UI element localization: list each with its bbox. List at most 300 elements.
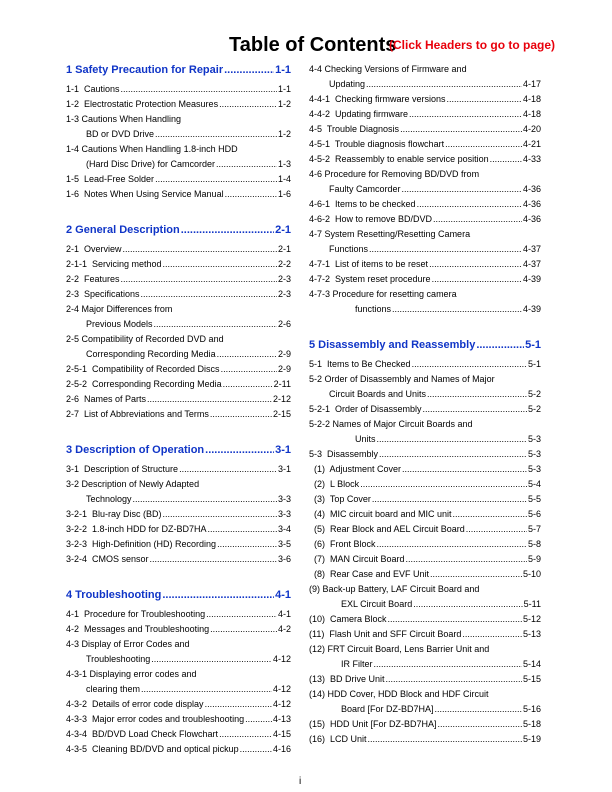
toc-entry-label: 3-1 Description of Structure bbox=[66, 464, 179, 474]
section-header-link[interactable] bbox=[309, 337, 541, 353]
dot-leader bbox=[438, 717, 522, 732]
toc-entry bbox=[309, 152, 541, 167]
toc-entry-label: 1-4 Cautions When Handling 1.8-inch HDD bbox=[66, 144, 238, 154]
toc-entry bbox=[309, 182, 541, 197]
toc-entry bbox=[309, 387, 541, 402]
toc-entry-page: 2-6 bbox=[277, 319, 291, 329]
dot-leader bbox=[433, 212, 522, 227]
dot-leader bbox=[151, 652, 272, 667]
toc-entry-label: 4-7-1 List of items to be reset bbox=[309, 259, 429, 269]
toc-entry-page: 2-15 bbox=[272, 409, 291, 419]
toc-entry-page: 2-1 bbox=[277, 244, 291, 254]
toc-entry-line bbox=[309, 642, 541, 657]
dot-leader bbox=[208, 522, 277, 537]
section-spacer bbox=[66, 202, 291, 216]
page-number: i bbox=[299, 776, 302, 787]
toc-entry-label: (5) Rear Block and AEL Circuit Board bbox=[309, 524, 465, 534]
toc-entry-page: 4-18 bbox=[522, 109, 541, 119]
toc-entry-page: 5-15 bbox=[522, 674, 541, 684]
section-header-page: 2-1 bbox=[275, 224, 291, 236]
dot-leader bbox=[388, 612, 522, 627]
toc-entry-label: 2-1 Overview bbox=[66, 244, 122, 254]
dot-leader bbox=[447, 92, 522, 107]
dot-leader bbox=[366, 77, 522, 92]
dot-leader bbox=[223, 377, 273, 392]
toc-entry-label: 2-5 Compatibility of Recorded DVD and bbox=[66, 334, 224, 344]
dot-leader bbox=[430, 567, 522, 582]
toc-entry-label: 1-5 Lead-Free Solder bbox=[66, 174, 155, 184]
toc-entry bbox=[309, 717, 541, 732]
dot-leader bbox=[179, 462, 277, 477]
toc-entry bbox=[309, 92, 541, 107]
toc-entry-label: 4-5-1 Trouble diagnosis flowchart bbox=[309, 139, 445, 149]
dot-leader bbox=[466, 522, 527, 537]
toc-section bbox=[309, 337, 541, 747]
toc-entry-label: 5-2 Order of Disassembly and Names of Major bbox=[309, 374, 495, 384]
toc-entry bbox=[309, 492, 541, 507]
toc-entry bbox=[66, 317, 291, 332]
toc-entry-page: 5-13 bbox=[522, 629, 541, 639]
dot-leader bbox=[400, 122, 522, 137]
toc-entry-page: 4-16 bbox=[272, 744, 291, 754]
dot-leader bbox=[377, 537, 527, 552]
toc-entry bbox=[66, 347, 291, 362]
dot-leader bbox=[141, 682, 272, 697]
toc-entry-label-cont: Faulty Camcorder bbox=[329, 184, 401, 194]
toc-entry-page: 5-19 bbox=[522, 734, 541, 744]
toc-entry-line bbox=[309, 417, 541, 432]
toc-entry-label: 2-7 List of Abbreviations and Terms bbox=[66, 409, 209, 419]
toc-entry-label: 4-7-3 Procedure for resetting camera bbox=[309, 289, 457, 299]
dot-leader bbox=[219, 727, 272, 742]
dot-leader bbox=[462, 627, 522, 642]
toc-entry bbox=[66, 492, 291, 507]
toc-entry-label: 3-2-1 Blu-ray Disc (BD) bbox=[66, 509, 162, 519]
toc-entry-label-cont: functions bbox=[355, 304, 392, 314]
toc-entry-page: 3-4 bbox=[277, 524, 291, 534]
toc-entry bbox=[309, 522, 541, 537]
toc-entry bbox=[309, 447, 541, 462]
toc-entry-label: 4-6-2 How to remove BD/DVD bbox=[309, 214, 433, 224]
toc-entry bbox=[309, 732, 541, 747]
dot-leader bbox=[427, 387, 527, 402]
toc-entry-label: (8) Rear Case and EVF Unit bbox=[309, 569, 430, 579]
dot-leader bbox=[409, 107, 522, 122]
toc-entry bbox=[309, 137, 541, 152]
toc-entry-label-cont: Corresponding Recording Media bbox=[86, 349, 216, 359]
toc-entry-label: 5-1 Items to Be Checked bbox=[309, 359, 411, 369]
toc-entry bbox=[66, 377, 291, 392]
toc-entry-page: 5-3 bbox=[527, 464, 541, 474]
toc-entry-line bbox=[66, 302, 291, 317]
toc-entry bbox=[309, 552, 541, 567]
toc-entry-label: 3-2-3 High-Definition (HD) Recording bbox=[66, 539, 217, 549]
dot-leader bbox=[221, 362, 277, 377]
toc-entry bbox=[66, 407, 291, 422]
section-header-page: 5-1 bbox=[525, 339, 541, 351]
toc-entry bbox=[309, 272, 541, 287]
toc-entry bbox=[309, 257, 541, 272]
toc-entry-label: 4-4-2 Updating firmware bbox=[309, 109, 409, 119]
dot-leader bbox=[163, 257, 277, 272]
toc-entry-page: 5-14 bbox=[522, 659, 541, 669]
toc-entry-page: 1-1 bbox=[277, 84, 291, 94]
toc-entry-label: 4-3-4 BD/DVD Load Check Flowchart bbox=[66, 729, 219, 739]
toc-entry-label: 4-5 Trouble Diagnosis bbox=[309, 124, 400, 134]
toc-entry-line bbox=[309, 287, 541, 302]
dot-leader bbox=[423, 402, 527, 417]
dot-leader bbox=[219, 97, 277, 112]
dot-leader bbox=[181, 222, 274, 238]
dot-leader bbox=[417, 197, 522, 212]
toc-entry-label-cont: (Hard Disc Drive) for Camcorder bbox=[86, 159, 216, 169]
toc-entry bbox=[66, 82, 291, 97]
dot-leader bbox=[133, 492, 277, 507]
dot-leader bbox=[205, 442, 274, 458]
toc-entry bbox=[309, 597, 541, 612]
toc-entry-page: 1-2 bbox=[277, 129, 291, 139]
toc-entry-label: 2-5-1 Compatibility of Recorded Discs bbox=[66, 364, 220, 374]
toc-entry bbox=[309, 242, 541, 257]
toc-entry bbox=[309, 432, 541, 447]
toc-entry-line bbox=[309, 687, 541, 702]
toc-entry-page: 2-3 bbox=[277, 274, 291, 284]
section-header-page: 4-1 bbox=[275, 589, 291, 601]
toc-entry-label: 2-3 Specifications bbox=[66, 289, 140, 299]
toc-entry bbox=[66, 622, 291, 637]
toc-entry-label: 3-2-2 1.8-inch HDD for DZ-BD7HA bbox=[66, 524, 207, 534]
toc-entry-label: 2-1-1 Servicing method bbox=[66, 259, 162, 269]
toc-entry-page: 4-36 bbox=[522, 199, 541, 209]
toc-section bbox=[309, 62, 541, 331]
toc-entry-label: 3-2 Description of Newly Adapted bbox=[66, 479, 200, 489]
toc-entry bbox=[66, 522, 291, 537]
toc-entry-label: (9) Back-up Battery, LAF Circuit Board and bbox=[309, 584, 480, 594]
toc-entry-label: (12) FRT Circuit Board, Lens Barrier Unit and bbox=[309, 644, 490, 654]
toc-entry-page: 4-15 bbox=[272, 729, 291, 739]
section-header-page: 1-1 bbox=[275, 64, 291, 76]
section-header-link[interactable] bbox=[66, 222, 291, 238]
toc-entry-label-cont: Troubleshooting bbox=[86, 654, 151, 664]
dot-leader bbox=[490, 152, 522, 167]
toc-entry bbox=[309, 107, 541, 122]
toc-entry-label-cont: Updating bbox=[329, 79, 366, 89]
toc-entry-label: (4) MIC circuit board and MIC unit bbox=[309, 509, 452, 519]
toc-entry-page: 3-3 bbox=[277, 509, 291, 519]
toc-entry bbox=[309, 702, 541, 717]
toc-entry-label: 2-4 Major Differences from bbox=[66, 304, 173, 314]
toc-entry-label: 2-5-2 Corresponding Recording Media bbox=[66, 379, 222, 389]
toc-left-column bbox=[66, 62, 291, 757]
dot-leader bbox=[210, 622, 277, 637]
section-header-title: 2 General Description bbox=[66, 224, 180, 236]
section-header-title: 4 Troubleshooting bbox=[66, 589, 162, 601]
dot-leader bbox=[379, 447, 527, 462]
toc-entry-label: 3-2-4 CMOS sensor bbox=[66, 554, 149, 564]
page-title: Table of Contents bbox=[229, 34, 397, 56]
toc-entry-label: (3) Top Cover bbox=[309, 494, 371, 504]
toc-entry bbox=[66, 257, 291, 272]
toc-entry-page: 5-5 bbox=[527, 494, 541, 504]
toc-entry bbox=[66, 97, 291, 112]
toc-section bbox=[66, 222, 291, 436]
toc-entry bbox=[66, 507, 291, 522]
toc-entry-label: 1-2 Electrostatic Protection Measures bbox=[66, 99, 219, 109]
toc-entry-label: 4-3 Display of Error Codes and bbox=[66, 639, 190, 649]
toc-entry-page: 2-2 bbox=[277, 259, 291, 269]
toc-entry-label-cont: BD or DVD Drive bbox=[86, 129, 155, 139]
toc-entry-page: 4-12 bbox=[272, 699, 291, 709]
section-header-link[interactable] bbox=[66, 442, 291, 458]
toc-entry-label: 4-6 Procedure for Removing BD/DVD from bbox=[309, 169, 480, 179]
toc-entry bbox=[309, 302, 541, 317]
toc-entry-label-cont: Circuit Boards and Units bbox=[329, 389, 427, 399]
dot-leader bbox=[163, 507, 277, 522]
toc-entry-page: 5-12 bbox=[522, 614, 541, 624]
dot-leader bbox=[154, 317, 277, 332]
toc-entry-label-cont: Technology bbox=[86, 494, 132, 504]
toc-entry bbox=[309, 357, 541, 372]
toc-entry bbox=[309, 672, 541, 687]
toc-entry-page: 4-20 bbox=[522, 124, 541, 134]
dot-leader bbox=[147, 392, 272, 407]
toc-entry-line bbox=[66, 332, 291, 347]
dot-leader bbox=[374, 657, 522, 672]
toc-entry-page: 5-7 bbox=[527, 524, 541, 534]
toc-entry-page: 2-3 bbox=[277, 289, 291, 299]
section-header-link[interactable] bbox=[66, 587, 291, 603]
dot-leader bbox=[162, 587, 274, 603]
toc-entry-label: 4-6-1 Items to be checked bbox=[309, 199, 416, 209]
dot-leader bbox=[155, 127, 277, 142]
toc-entry bbox=[309, 402, 541, 417]
toc-entry bbox=[309, 657, 541, 672]
section-header-title: 5 Disassembly and Reassembly bbox=[309, 339, 476, 351]
toc-entry bbox=[66, 157, 291, 172]
toc-entry-page: 4-39 bbox=[522, 304, 541, 314]
toc-entry-page: 5-3 bbox=[527, 434, 541, 444]
dot-leader bbox=[205, 697, 272, 712]
dot-leader bbox=[413, 597, 522, 612]
toc-entry-page: 4-39 bbox=[522, 274, 541, 284]
toc-entry-label: (13) BD Drive Unit bbox=[309, 674, 385, 684]
toc-section bbox=[66, 62, 291, 216]
toc-entry bbox=[309, 212, 541, 227]
toc-entry-line bbox=[309, 372, 541, 387]
toc-entry-line bbox=[66, 142, 291, 157]
section-header-link[interactable] bbox=[66, 62, 291, 78]
toc-entry-page: 5-16 bbox=[522, 704, 541, 714]
toc-entry bbox=[66, 552, 291, 567]
toc-entry bbox=[309, 477, 541, 492]
toc-entry-label: (10) Camera Block bbox=[309, 614, 387, 624]
toc-entry-label: 4-4 Checking Versions of Firmware and bbox=[309, 64, 467, 74]
toc-entry-page: 5-2 bbox=[527, 404, 541, 414]
toc-entry-page: 4-18 bbox=[522, 94, 541, 104]
toc-entry-line bbox=[66, 667, 291, 682]
toc-entry-page: 5-4 bbox=[527, 479, 541, 489]
dot-leader bbox=[368, 732, 522, 747]
dot-leader bbox=[392, 302, 522, 317]
dot-leader bbox=[216, 157, 277, 172]
toc-entry-page: 4-12 bbox=[272, 684, 291, 694]
toc-section bbox=[66, 587, 291, 757]
toc-entry-line bbox=[309, 167, 541, 182]
toc-entry-label-cont: clearing them bbox=[86, 684, 141, 694]
dot-leader bbox=[225, 187, 277, 202]
dot-leader bbox=[217, 347, 277, 362]
section-spacer bbox=[309, 317, 541, 331]
toc-entry bbox=[66, 127, 291, 142]
dot-leader bbox=[369, 242, 522, 257]
toc-entry-label: (2) L Block bbox=[309, 479, 360, 489]
toc-entry-page: 1-3 bbox=[277, 159, 291, 169]
toc-entry bbox=[309, 122, 541, 137]
toc-entry-page: 5-2 bbox=[527, 389, 541, 399]
toc-entry-label: 1-6 Notes When Using Service Manual bbox=[66, 189, 224, 199]
toc-entry-page: 4-37 bbox=[522, 244, 541, 254]
dot-leader bbox=[453, 507, 527, 522]
toc-entry bbox=[309, 537, 541, 552]
toc-entry bbox=[66, 742, 291, 757]
dot-leader bbox=[245, 712, 272, 727]
dot-leader bbox=[386, 672, 522, 687]
section-spacer bbox=[66, 422, 291, 436]
toc-entry-page: 1-6 bbox=[277, 189, 291, 199]
dot-leader bbox=[372, 492, 527, 507]
dot-leader bbox=[377, 432, 527, 447]
toc-entry-page: 4-12 bbox=[272, 654, 291, 664]
toc-entry-label: 2-6 Names of Parts bbox=[66, 394, 147, 404]
toc-entry-label-cont: Board [For DZ-BD7HA] bbox=[341, 704, 434, 714]
toc-entry-label: (14) HDD Cover, HDD Block and HDF Circuit bbox=[309, 689, 489, 699]
toc-entry-page: 4-36 bbox=[522, 214, 541, 224]
click-headers-note: (Click Headers to go to page) bbox=[389, 38, 556, 52]
toc-entry-line bbox=[309, 227, 541, 242]
dot-leader bbox=[121, 82, 277, 97]
dot-leader bbox=[141, 287, 277, 302]
toc-entry-page: 5-9 bbox=[527, 554, 541, 564]
toc-entry-page: 2-11 bbox=[273, 379, 291, 389]
dot-leader bbox=[432, 272, 522, 287]
section-header-page: 3-1 bbox=[275, 444, 291, 456]
toc-entry-label: 5-2-1 Order of Disassembly bbox=[309, 404, 422, 414]
toc-section bbox=[66, 442, 291, 581]
toc-entry-line bbox=[66, 637, 291, 652]
toc-entry-page: 5-1 bbox=[527, 359, 541, 369]
toc-entry-page: 3-3 bbox=[277, 494, 291, 504]
toc-entry-line bbox=[66, 112, 291, 127]
toc-entry-label: 5-3 Disassembly bbox=[309, 449, 379, 459]
toc-entry-label: 4-4-1 Checking firmware versions bbox=[309, 94, 446, 104]
toc-entry-label: (6) Front Block bbox=[309, 539, 376, 549]
toc-entry-label: (11) Flash Unit and SFF Circuit Board bbox=[309, 629, 462, 639]
toc-entry-label: (1) Adjustment Cover bbox=[309, 464, 402, 474]
toc-entry-page: 4-33 bbox=[522, 154, 541, 164]
toc-entry bbox=[66, 652, 291, 667]
toc-entry-label-cont: EXL Circuit Board bbox=[341, 599, 413, 609]
toc-entry-label: (16) LCD Unit bbox=[309, 734, 367, 744]
dot-leader bbox=[150, 552, 277, 567]
toc-entry-label-cont: IR Filter bbox=[341, 659, 373, 669]
dot-leader bbox=[210, 407, 272, 422]
toc-entry-label: 4-7-2 System reset procedure bbox=[309, 274, 431, 284]
toc-entry bbox=[66, 287, 291, 302]
dot-leader bbox=[406, 552, 527, 567]
dot-leader bbox=[402, 182, 522, 197]
toc-entry-label: 1-3 Cautions When Handling bbox=[66, 114, 182, 124]
toc-entry bbox=[66, 462, 291, 477]
dot-leader bbox=[402, 462, 527, 477]
dot-leader bbox=[155, 172, 277, 187]
toc-entry bbox=[309, 507, 541, 522]
toc-entry-page: 4-13 bbox=[272, 714, 291, 724]
section-header-title: 1 Safety Precaution for Repair bbox=[66, 64, 224, 76]
dot-leader bbox=[435, 702, 522, 717]
toc-entry-label: 1-1 Cautions bbox=[66, 84, 120, 94]
toc-entry-label: 4-2 Messages and Troubleshooting bbox=[66, 624, 210, 634]
toc-entry-page: 2-9 bbox=[277, 364, 291, 374]
section-header-title: 3 Description of Operation bbox=[66, 444, 205, 456]
toc-entry-page: 4-21 bbox=[522, 139, 541, 149]
toc-entry-page: 2-9 bbox=[277, 349, 291, 359]
toc-entry-page: 4-36 bbox=[522, 184, 541, 194]
section-spacer bbox=[66, 567, 291, 581]
toc-entry-page: 3-6 bbox=[277, 554, 291, 564]
toc-entry-label-cont: Functions bbox=[329, 244, 369, 254]
toc-entry bbox=[66, 172, 291, 187]
toc-entry bbox=[309, 197, 541, 212]
toc-entry bbox=[309, 627, 541, 642]
toc-entry-label: 4-1 Procedure for Troubleshooting bbox=[66, 609, 206, 619]
toc-entry-label: 4-7 System Resetting/Resetting Camera bbox=[309, 229, 471, 239]
toc-entry bbox=[309, 77, 541, 92]
toc-entry-line bbox=[309, 582, 541, 597]
dot-leader bbox=[240, 742, 272, 757]
dot-leader bbox=[224, 62, 274, 78]
toc-entry bbox=[66, 697, 291, 712]
toc-entry bbox=[66, 712, 291, 727]
toc-entry-label: 4-3-3 Major error codes and troubleshooting bbox=[66, 714, 245, 724]
toc-entry-label-cont: Units bbox=[355, 434, 376, 444]
toc-entry bbox=[309, 462, 541, 477]
toc-entry bbox=[66, 537, 291, 552]
toc-entry-page: 5-3 bbox=[527, 449, 541, 459]
toc-entry-label: 4-3-5 Cleaning BD/DVD and optical pickup bbox=[66, 744, 239, 754]
toc-entry bbox=[66, 682, 291, 697]
toc-entry-label: 2-2 Features bbox=[66, 274, 120, 284]
toc-right-column bbox=[309, 62, 541, 747]
toc-entry bbox=[66, 362, 291, 377]
toc-entry-page: 4-37 bbox=[522, 259, 541, 269]
toc-entry bbox=[66, 272, 291, 287]
toc-entry bbox=[309, 567, 541, 582]
toc-entry-page: 5-18 bbox=[522, 719, 541, 729]
toc-entry bbox=[309, 612, 541, 627]
toc-entry-label: 4-3-2 Details of error code display bbox=[66, 699, 204, 709]
toc-entry-page: 5-6 bbox=[527, 509, 541, 519]
dot-leader bbox=[476, 337, 524, 353]
toc-entry-page: 5-11 bbox=[523, 599, 541, 609]
toc-entry-page: 4-1 bbox=[277, 609, 291, 619]
toc-entry-page: 3-1 bbox=[277, 464, 291, 474]
toc-entry-page: 1-2 bbox=[277, 99, 291, 109]
dot-leader bbox=[445, 137, 522, 152]
toc-entry-page: 5-8 bbox=[527, 539, 541, 549]
toc-entry bbox=[66, 607, 291, 622]
toc-entry bbox=[66, 727, 291, 742]
toc-entry-page: 3-5 bbox=[277, 539, 291, 549]
